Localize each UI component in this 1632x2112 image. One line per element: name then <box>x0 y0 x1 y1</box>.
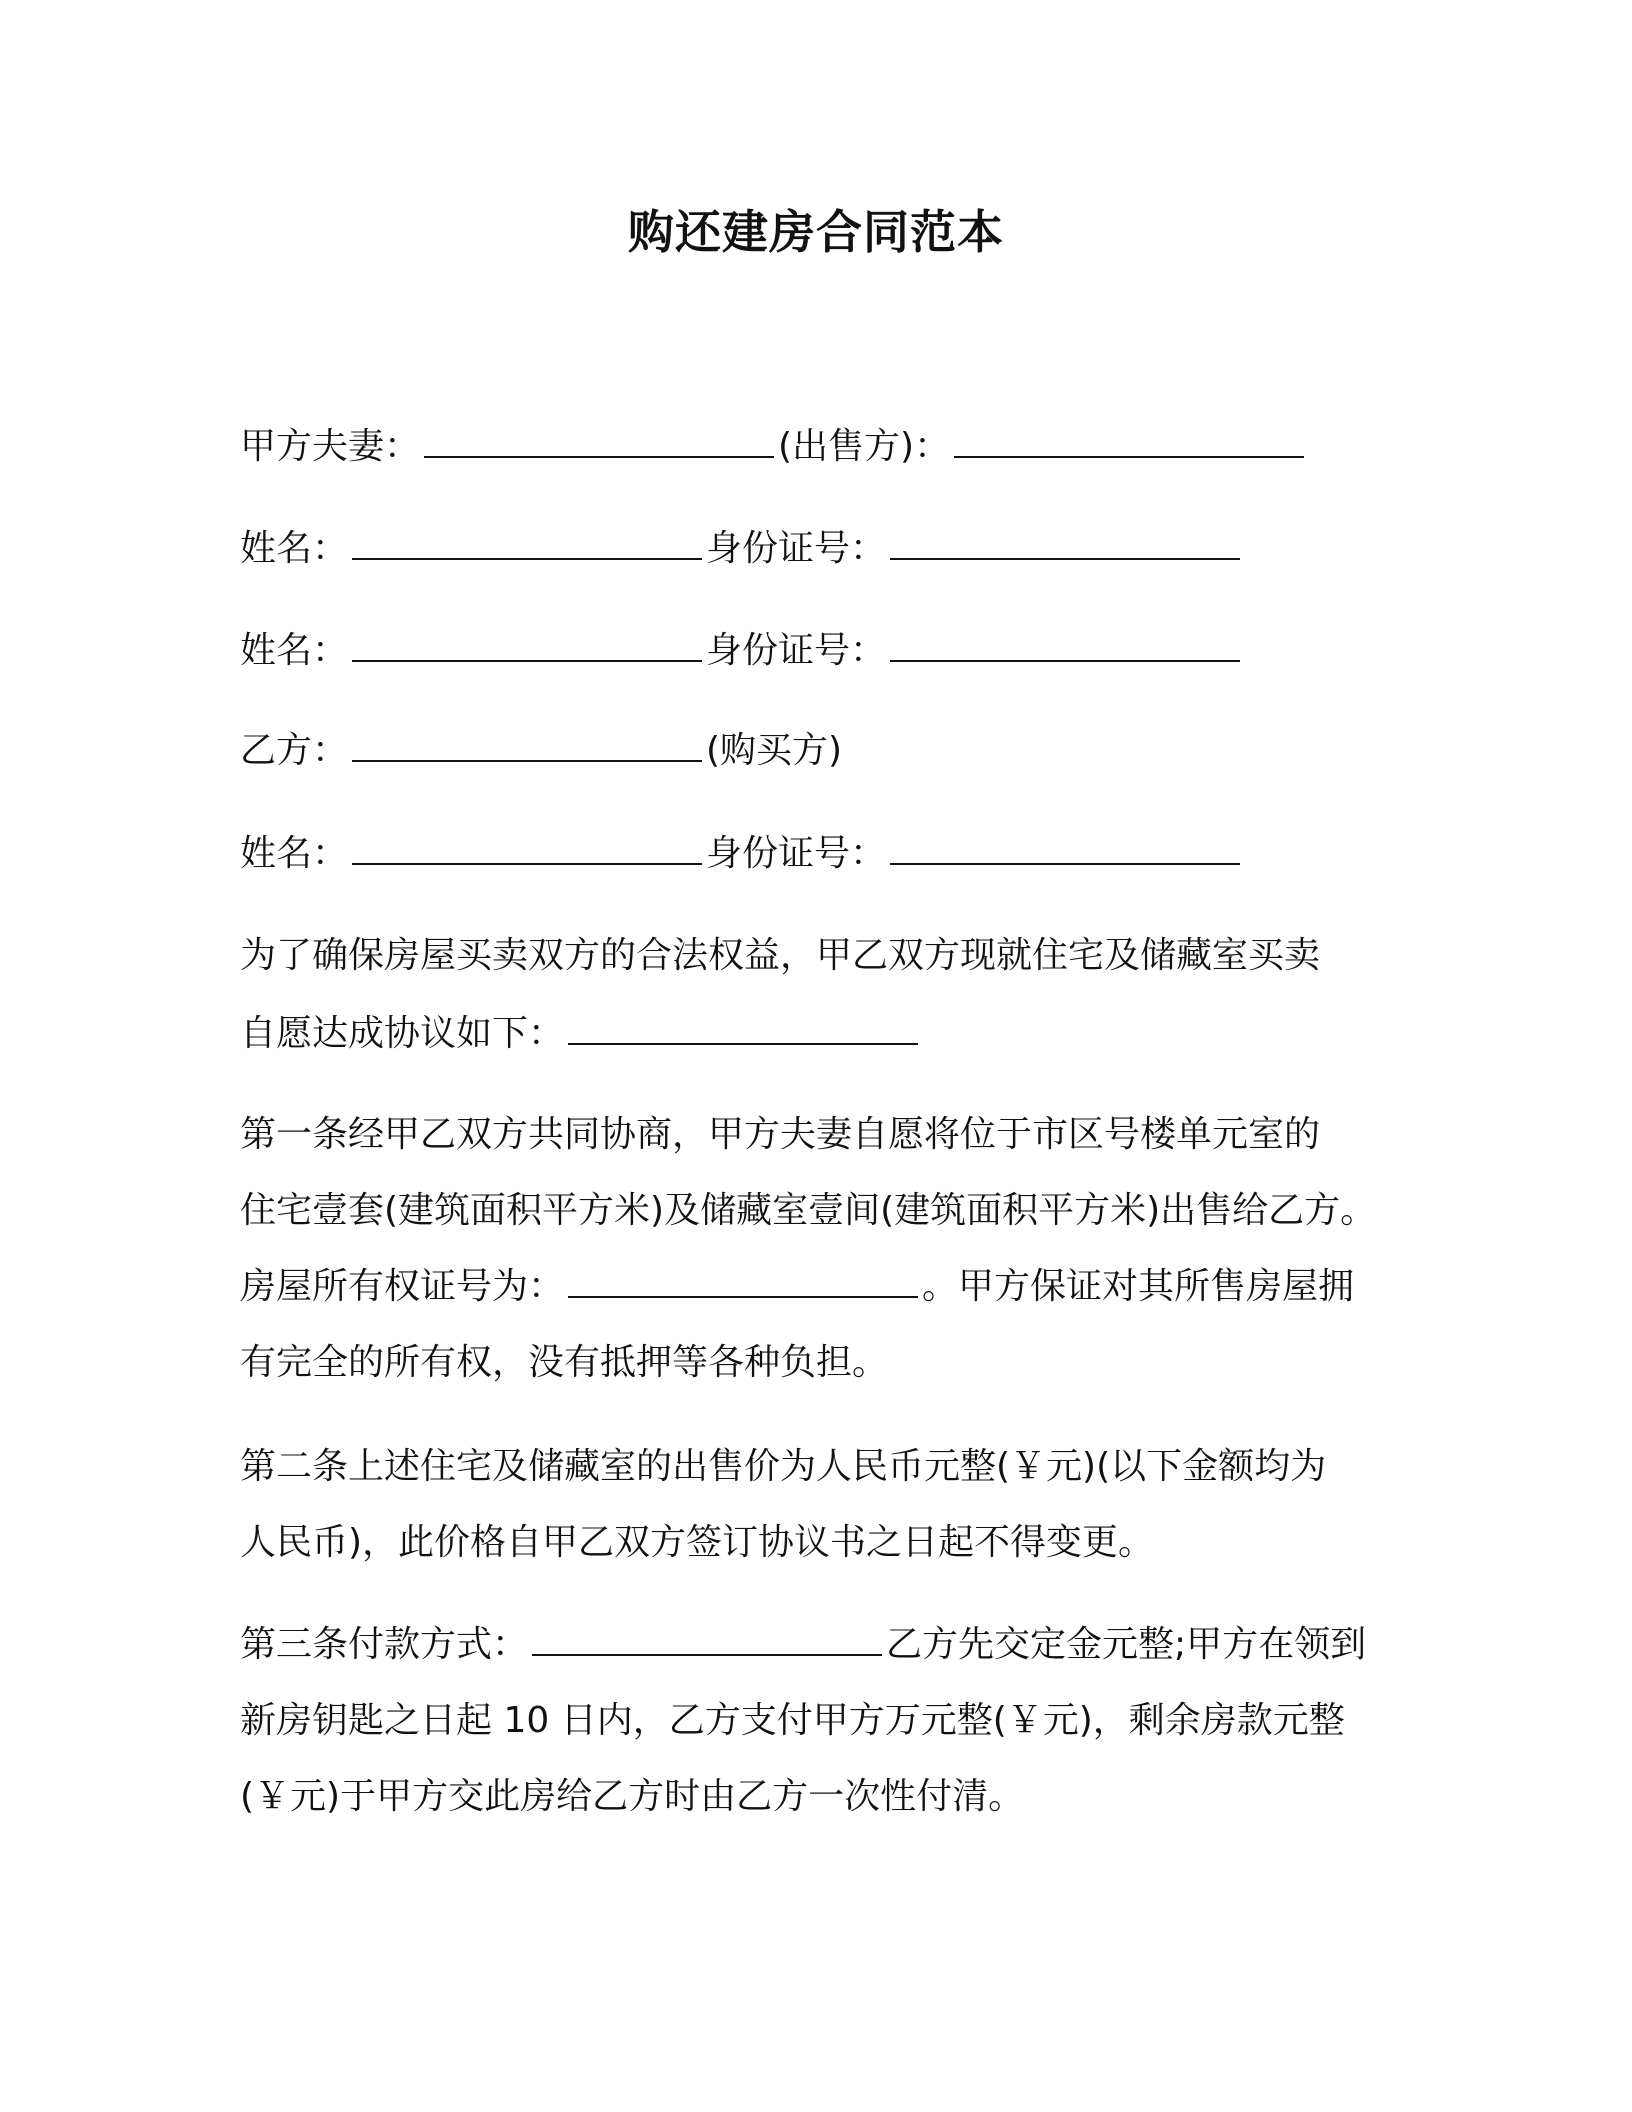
seller-label: 甲方夫妻： <box>240 426 421 467</box>
article3-line-1 <box>240 1623 1366 1667</box>
buyer-person-line <box>240 832 1244 876</box>
seller-person-2-line <box>240 629 1244 673</box>
article1-line-3 <box>240 1265 1354 1309</box>
seller-suffix: (出售方)： <box>778 426 951 467</box>
article1-line-2: 住宅壹套(建筑面积平方米)及储藏室壹间(建筑面积平方米)出售给乙方。 <box>240 1190 1377 1231</box>
article3-line-3: (￥元)于甲方交此房给乙方时由乙方一次性付清。 <box>240 1776 1025 1817</box>
intro-line-2 <box>240 1012 922 1056</box>
article3-prefix: 第三条付款方式： <box>240 1624 529 1665</box>
article3-line-2: 新房钥匙之日起 10 日内，乙方支付甲方万元整(￥元)，剩余房款元整 <box>240 1700 1345 1741</box>
blank-field <box>352 833 702 865</box>
name-label: 姓名： <box>240 833 349 874</box>
buyer-label: 乙方： <box>240 730 349 771</box>
blank-field <box>352 630 702 662</box>
article1-prefix: 房屋所有权证号为： <box>240 1266 565 1307</box>
article2-line-1: 第二条上述住宅及储藏室的出售价为人民币元整(￥元)(以下金额均为 <box>240 1446 1327 1487</box>
intro-text: 自愿达成协议如下： <box>240 1013 565 1054</box>
article3-suffix: 乙方先交定金元整;甲方在领到 <box>886 1624 1367 1665</box>
article2-line-2: 人民币)，此价格自甲乙双方签订协议书之日起不得变更。 <box>240 1522 1155 1563</box>
article1-line-4: 有完全的所有权，没有抵押等各种负担。 <box>240 1342 889 1383</box>
blank-field <box>890 630 1240 662</box>
blank-field <box>954 426 1304 458</box>
buyer-line <box>240 729 842 773</box>
document-title: 购还建房合同范本 <box>628 205 1004 259</box>
id-label: 身份证号： <box>706 528 887 569</box>
blank-field <box>352 730 702 762</box>
blank-field <box>890 833 1240 865</box>
name-label: 姓名： <box>240 630 349 671</box>
blank-field <box>352 528 702 560</box>
article1-line-1: 第一条经甲乙双方共同协商，甲方夫妻自愿将位于市区号楼单元室的 <box>240 1114 1321 1155</box>
article1-suffix: 。甲方保证对其所售房屋拥 <box>922 1266 1355 1307</box>
blank-field <box>568 1013 918 1045</box>
blank-field <box>424 426 774 458</box>
blank-field <box>890 528 1240 560</box>
blank-field <box>568 1266 918 1298</box>
seller-line <box>240 425 1308 469</box>
intro-line-1: 为了确保房屋买卖双方的合法权益，甲乙双方现就住宅及储藏室买卖 <box>240 935 1321 976</box>
name-label: 姓名： <box>240 528 349 569</box>
buyer-suffix: (购买方) <box>706 730 843 771</box>
id-label: 身份证号： <box>706 630 887 671</box>
blank-field <box>532 1624 882 1656</box>
id-label: 身份证号： <box>706 833 887 874</box>
seller-person-1-line <box>240 527 1244 571</box>
